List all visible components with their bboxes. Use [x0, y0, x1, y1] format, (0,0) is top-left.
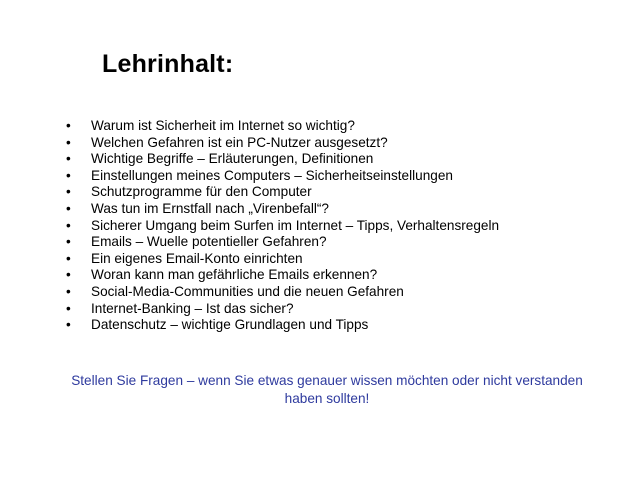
list-item-text: Social-Media-Communities und die neuen Gefahren — [91, 283, 404, 299]
bullet-icon: • — [66, 317, 71, 333]
list-item-text: Emails – Wuelle potentieller Gefahren? — [91, 234, 327, 250]
list-item — [66, 218, 626, 235]
bullet-icon: • — [66, 167, 71, 183]
list-item-text: Was tun im Ernstfall nach „Virenbefall“? — [91, 200, 329, 216]
list-item-text: Ein eigenes Email-Konto einrichten — [91, 250, 303, 266]
list-item — [66, 301, 626, 318]
list-item-text: Schutzprogramme für den Computer — [91, 184, 312, 200]
list-item — [66, 317, 626, 334]
bullet-icon: • — [66, 200, 71, 216]
bullet-icon: • — [66, 283, 71, 299]
list-item — [66, 184, 626, 201]
list-item-text: Internet-Banking – Ist das sicher? — [91, 300, 294, 316]
list-item-text: Einstellungen meines Computers – Sicherheitseinstellungen — [91, 167, 453, 183]
list-item-text: Woran kann man gefährliche Emails erkennen? — [91, 267, 378, 283]
list-item-text: Welchen Gefahren ist ein PC-Nutzer ausgesetzt? — [91, 134, 388, 150]
list-item — [66, 234, 626, 251]
list-item — [66, 118, 626, 135]
list-item — [66, 151, 626, 168]
list-item-text: Sicherer Umgang beim Surfen im Internet – Tipps, Verhaltensregeln — [91, 217, 500, 233]
topic-list — [66, 118, 626, 334]
bullet-icon: • — [66, 184, 71, 200]
bullet-icon: • — [66, 134, 71, 150]
bullet-icon: • — [66, 300, 71, 316]
bullet-icon: • — [66, 118, 71, 133]
list-item-text: Warum ist Sicherheit im Internet so wichtig? — [91, 118, 355, 133]
bullet-icon: • — [66, 250, 71, 266]
bullet-icon: • — [66, 151, 71, 167]
list-item — [66, 135, 626, 152]
bullet-icon: • — [66, 267, 71, 283]
list-item — [66, 168, 626, 185]
list-item — [66, 284, 626, 301]
list-item-text: Wichtige Begriffe – Erläuterungen, Definitionen — [91, 151, 374, 167]
bullet-icon: • — [66, 234, 71, 250]
list-item — [66, 267, 626, 284]
list-item — [66, 201, 626, 218]
list-item-text: Datenschutz – wichtige Grundlagen und Tipps — [91, 317, 369, 333]
questions-note: Stellen Sie Fragen – wenn Sie etwas genauer wissen möchten oder nicht verstanden haben sollten! — [71, 373, 583, 406]
bullet-icon: • — [66, 217, 71, 233]
list-item — [66, 251, 626, 268]
slide-title: Lehrinhalt: — [102, 50, 234, 78]
